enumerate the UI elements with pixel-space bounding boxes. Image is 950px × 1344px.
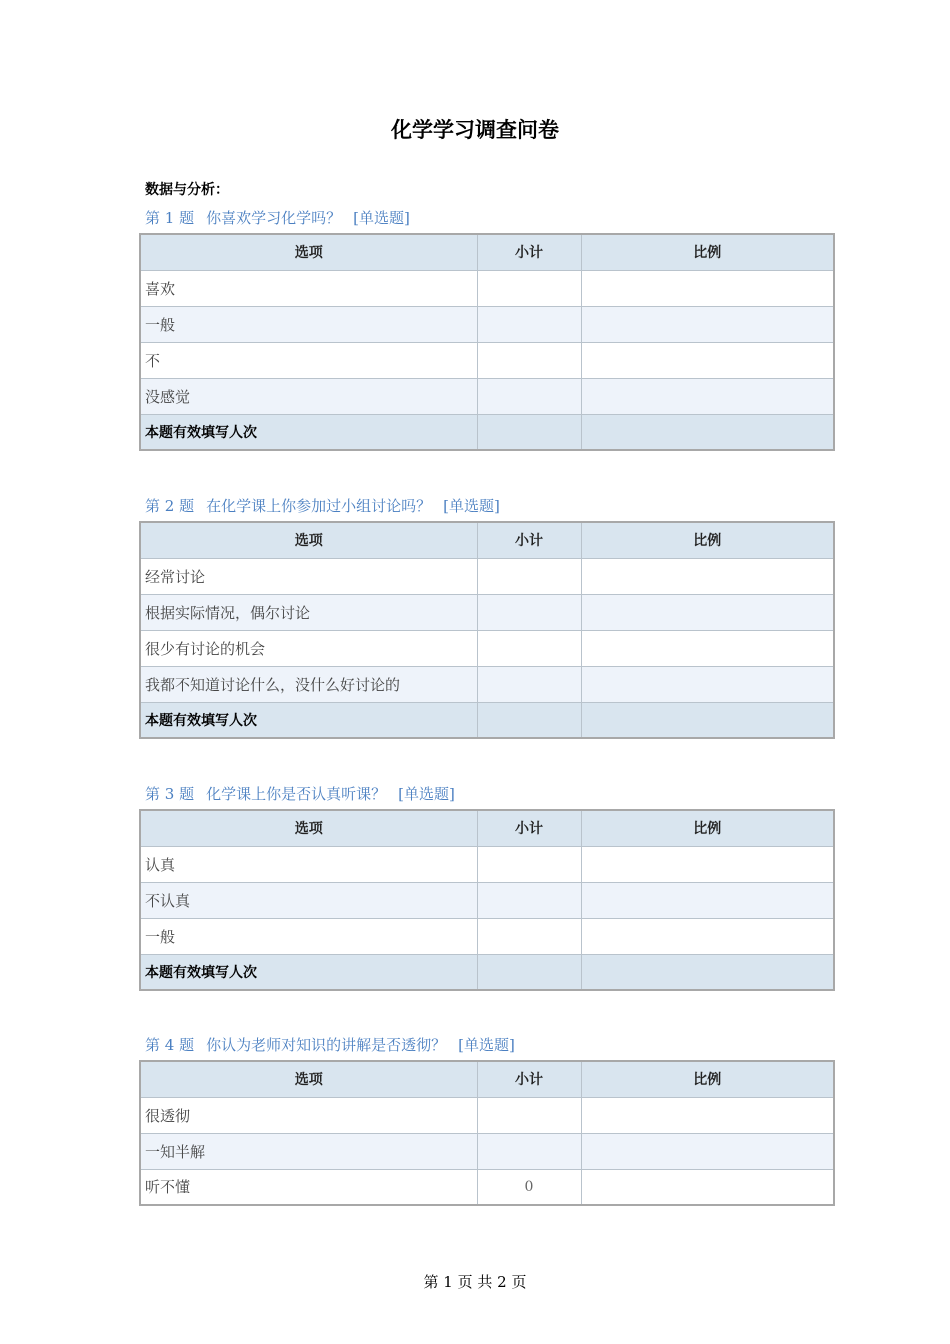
option-count [477, 1133, 581, 1169]
total-label: 本题有效填写人次 [140, 954, 477, 990]
table-row [140, 918, 834, 954]
total-ratio [581, 414, 834, 450]
total-label: 本题有效填写人次 [140, 414, 477, 450]
option-count [477, 594, 581, 630]
option-ratio [581, 846, 834, 882]
option-ratio [581, 558, 834, 594]
table-header-row [140, 1061, 834, 1097]
option-count [477, 270, 581, 306]
option-label: 很透彻 [140, 1097, 477, 1133]
option-label: 不 [140, 342, 477, 378]
option-label: 没感觉 [140, 378, 477, 414]
header-ratio: 比例 [581, 234, 834, 270]
table-row [140, 342, 834, 378]
option-label: 一般 [140, 306, 477, 342]
option-count [477, 306, 581, 342]
question-type: [单选题] [458, 1036, 515, 1054]
question-1-table [139, 233, 835, 451]
header-ratio: 比例 [581, 1061, 834, 1097]
question-number: 第 3 题 [145, 785, 195, 803]
total-row [140, 954, 834, 990]
table-row [140, 846, 834, 882]
option-count [477, 846, 581, 882]
option-count [477, 666, 581, 702]
question-type: [单选题] [398, 785, 455, 803]
question-text: 你认为老师对知识的讲解是否透彻？ [206, 1036, 447, 1054]
header-count: 小计 [477, 810, 581, 846]
option-label: 认真 [140, 846, 477, 882]
option-ratio [581, 1169, 834, 1205]
option-count [477, 342, 581, 378]
question-text: 化学课上你是否认真听课？ [206, 785, 387, 803]
option-label: 很少有讨论的机会 [140, 630, 477, 666]
question-1-title [145, 207, 410, 228]
question-text: 在化学课上你参加过小组讨论吗？ [206, 497, 432, 515]
question-number: 第 1 题 [145, 209, 195, 227]
table-row [140, 594, 834, 630]
total-ratio [581, 702, 834, 738]
option-label: 一般 [140, 918, 477, 954]
question-type: [单选题] [443, 497, 500, 515]
page-footer: 第 1 页 共 2 页 [423, 1273, 527, 1291]
table-row [140, 558, 834, 594]
option-ratio [581, 1133, 834, 1169]
table-header-row [140, 234, 834, 270]
table-row [140, 378, 834, 414]
total-row [140, 702, 834, 738]
question-number: 第 2 题 [145, 497, 195, 515]
table-row [140, 882, 834, 918]
option-count [477, 882, 581, 918]
option-count [477, 378, 581, 414]
option-count [477, 630, 581, 666]
total-label: 本题有效填写人次 [140, 702, 477, 738]
question-number: 第 4 题 [145, 1036, 195, 1054]
question-text: 你喜欢学习化学吗？ [206, 209, 342, 227]
header-count: 小计 [477, 1061, 581, 1097]
header-count: 小计 [477, 234, 581, 270]
header-option: 选项 [140, 810, 477, 846]
option-ratio [581, 594, 834, 630]
option-ratio [581, 306, 834, 342]
option-label: 我都不知道讨论什么，没什么好讨论的 [140, 666, 477, 702]
option-ratio [581, 1097, 834, 1133]
page-title: 化学学习调查问卷 [391, 118, 559, 142]
option-ratio [581, 666, 834, 702]
table-header-row [140, 522, 834, 558]
header-count: 小计 [477, 522, 581, 558]
option-ratio [581, 630, 834, 666]
section-label: 数据与分析： [145, 182, 229, 198]
question-2-table [139, 521, 835, 739]
option-label: 不认真 [140, 882, 477, 918]
option-count [477, 918, 581, 954]
question-4-title [145, 1034, 515, 1055]
option-ratio [581, 378, 834, 414]
header-option: 选项 [140, 522, 477, 558]
option-label: 一知半解 [140, 1133, 477, 1169]
question-type: [单选题] [353, 209, 410, 227]
option-label: 听不懂 [140, 1169, 477, 1205]
total-count [477, 414, 581, 450]
option-ratio [581, 918, 834, 954]
header-ratio: 比例 [581, 522, 834, 558]
total-count [477, 702, 581, 738]
question-2-title [145, 495, 500, 516]
table-row [140, 666, 834, 702]
total-count [477, 954, 581, 990]
header-ratio: 比例 [581, 810, 834, 846]
question-3-title [145, 783, 455, 804]
table-row [140, 630, 834, 666]
table-row [140, 1169, 834, 1205]
option-count [477, 558, 581, 594]
header-option: 选项 [140, 234, 477, 270]
table-row [140, 270, 834, 306]
total-ratio [581, 954, 834, 990]
option-ratio [581, 270, 834, 306]
table-header-row [140, 810, 834, 846]
option-count [477, 1097, 581, 1133]
table-row [140, 306, 834, 342]
header-option: 选项 [140, 1061, 477, 1097]
option-ratio [581, 342, 834, 378]
question-4-table [139, 1060, 835, 1206]
option-label: 根据实际情况，偶尔讨论 [140, 594, 477, 630]
total-row [140, 414, 834, 450]
option-label: 喜欢 [140, 270, 477, 306]
table-row [140, 1133, 834, 1169]
question-3-table [139, 809, 835, 991]
option-count: 0 [477, 1169, 581, 1205]
table-row [140, 1097, 834, 1133]
option-label: 经常讨论 [140, 558, 477, 594]
option-ratio [581, 882, 834, 918]
